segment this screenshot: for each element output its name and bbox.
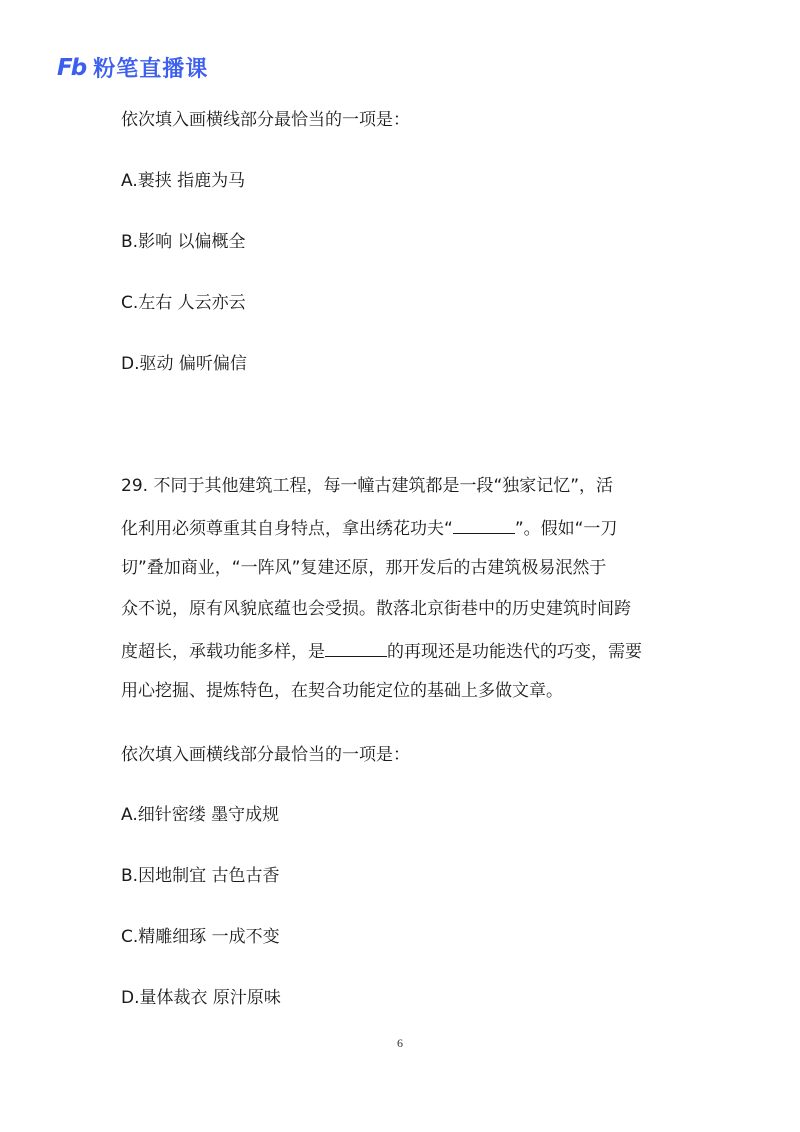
q28-option-d: D.驱动 偏听偏信	[121, 354, 247, 374]
q29-line-4: 众不说，原有风貌底蕴也会受损。散落北京街巷中的历史建筑时间跨	[121, 599, 631, 619]
q29-prompt: 依次填入画横线部分最恰当的一项是：	[121, 745, 410, 765]
fb-logo-icon: Fb	[57, 54, 86, 81]
q28-option-a: A.裹挟 指鹿为马	[121, 171, 246, 191]
q29-line-5	[121, 638, 642, 664]
q29-option-b: B.因地制宜 古色古香	[121, 866, 280, 886]
q29-line-6: 用心挖掘、提炼特色，在契合功能定位的基础上多做文章。	[121, 681, 563, 701]
q29-option-d: D.量体裁衣 原汁原味	[121, 988, 281, 1008]
q29-option-a: A.细针密缕 墨守成规	[121, 805, 280, 825]
q29-line-5-text: 度超长，承载功能多样，是	[121, 642, 325, 662]
answer-blank-2	[325, 638, 387, 657]
answer-blank-1	[453, 515, 515, 534]
q29-line-2-tail: ”。假如“一刀	[514, 519, 618, 539]
brand-logo	[57, 52, 208, 83]
q28-option-c: C.左右 人云亦云	[121, 293, 246, 313]
q28-option-b: B.影响 以偏概全	[121, 232, 246, 252]
brand-name: 粉笔直播课	[93, 57, 209, 82]
q29-line-2-text: 化利用必须尊重其自身特点，拿出绣花功夫“	[121, 519, 453, 539]
q29-line-1: 29. 不同于其他建筑工程，每一幢古建筑都是一段“独家记忆”，活	[121, 476, 614, 496]
q29-line-2	[121, 515, 617, 541]
q29-line-3: 切”叠加商业，“一阵风”复建还原，那开发后的古建筑极易泯然于	[121, 558, 607, 578]
q29-line-5-tail: 的再现还是功能迭代的巧变，需要	[387, 642, 642, 662]
q29-option-c: C.精雕细琢 一成不变	[121, 927, 280, 947]
page-number: 6	[397, 1036, 403, 1050]
q28-prompt: 依次填入画横线部分最恰当的一项是：	[121, 110, 410, 130]
